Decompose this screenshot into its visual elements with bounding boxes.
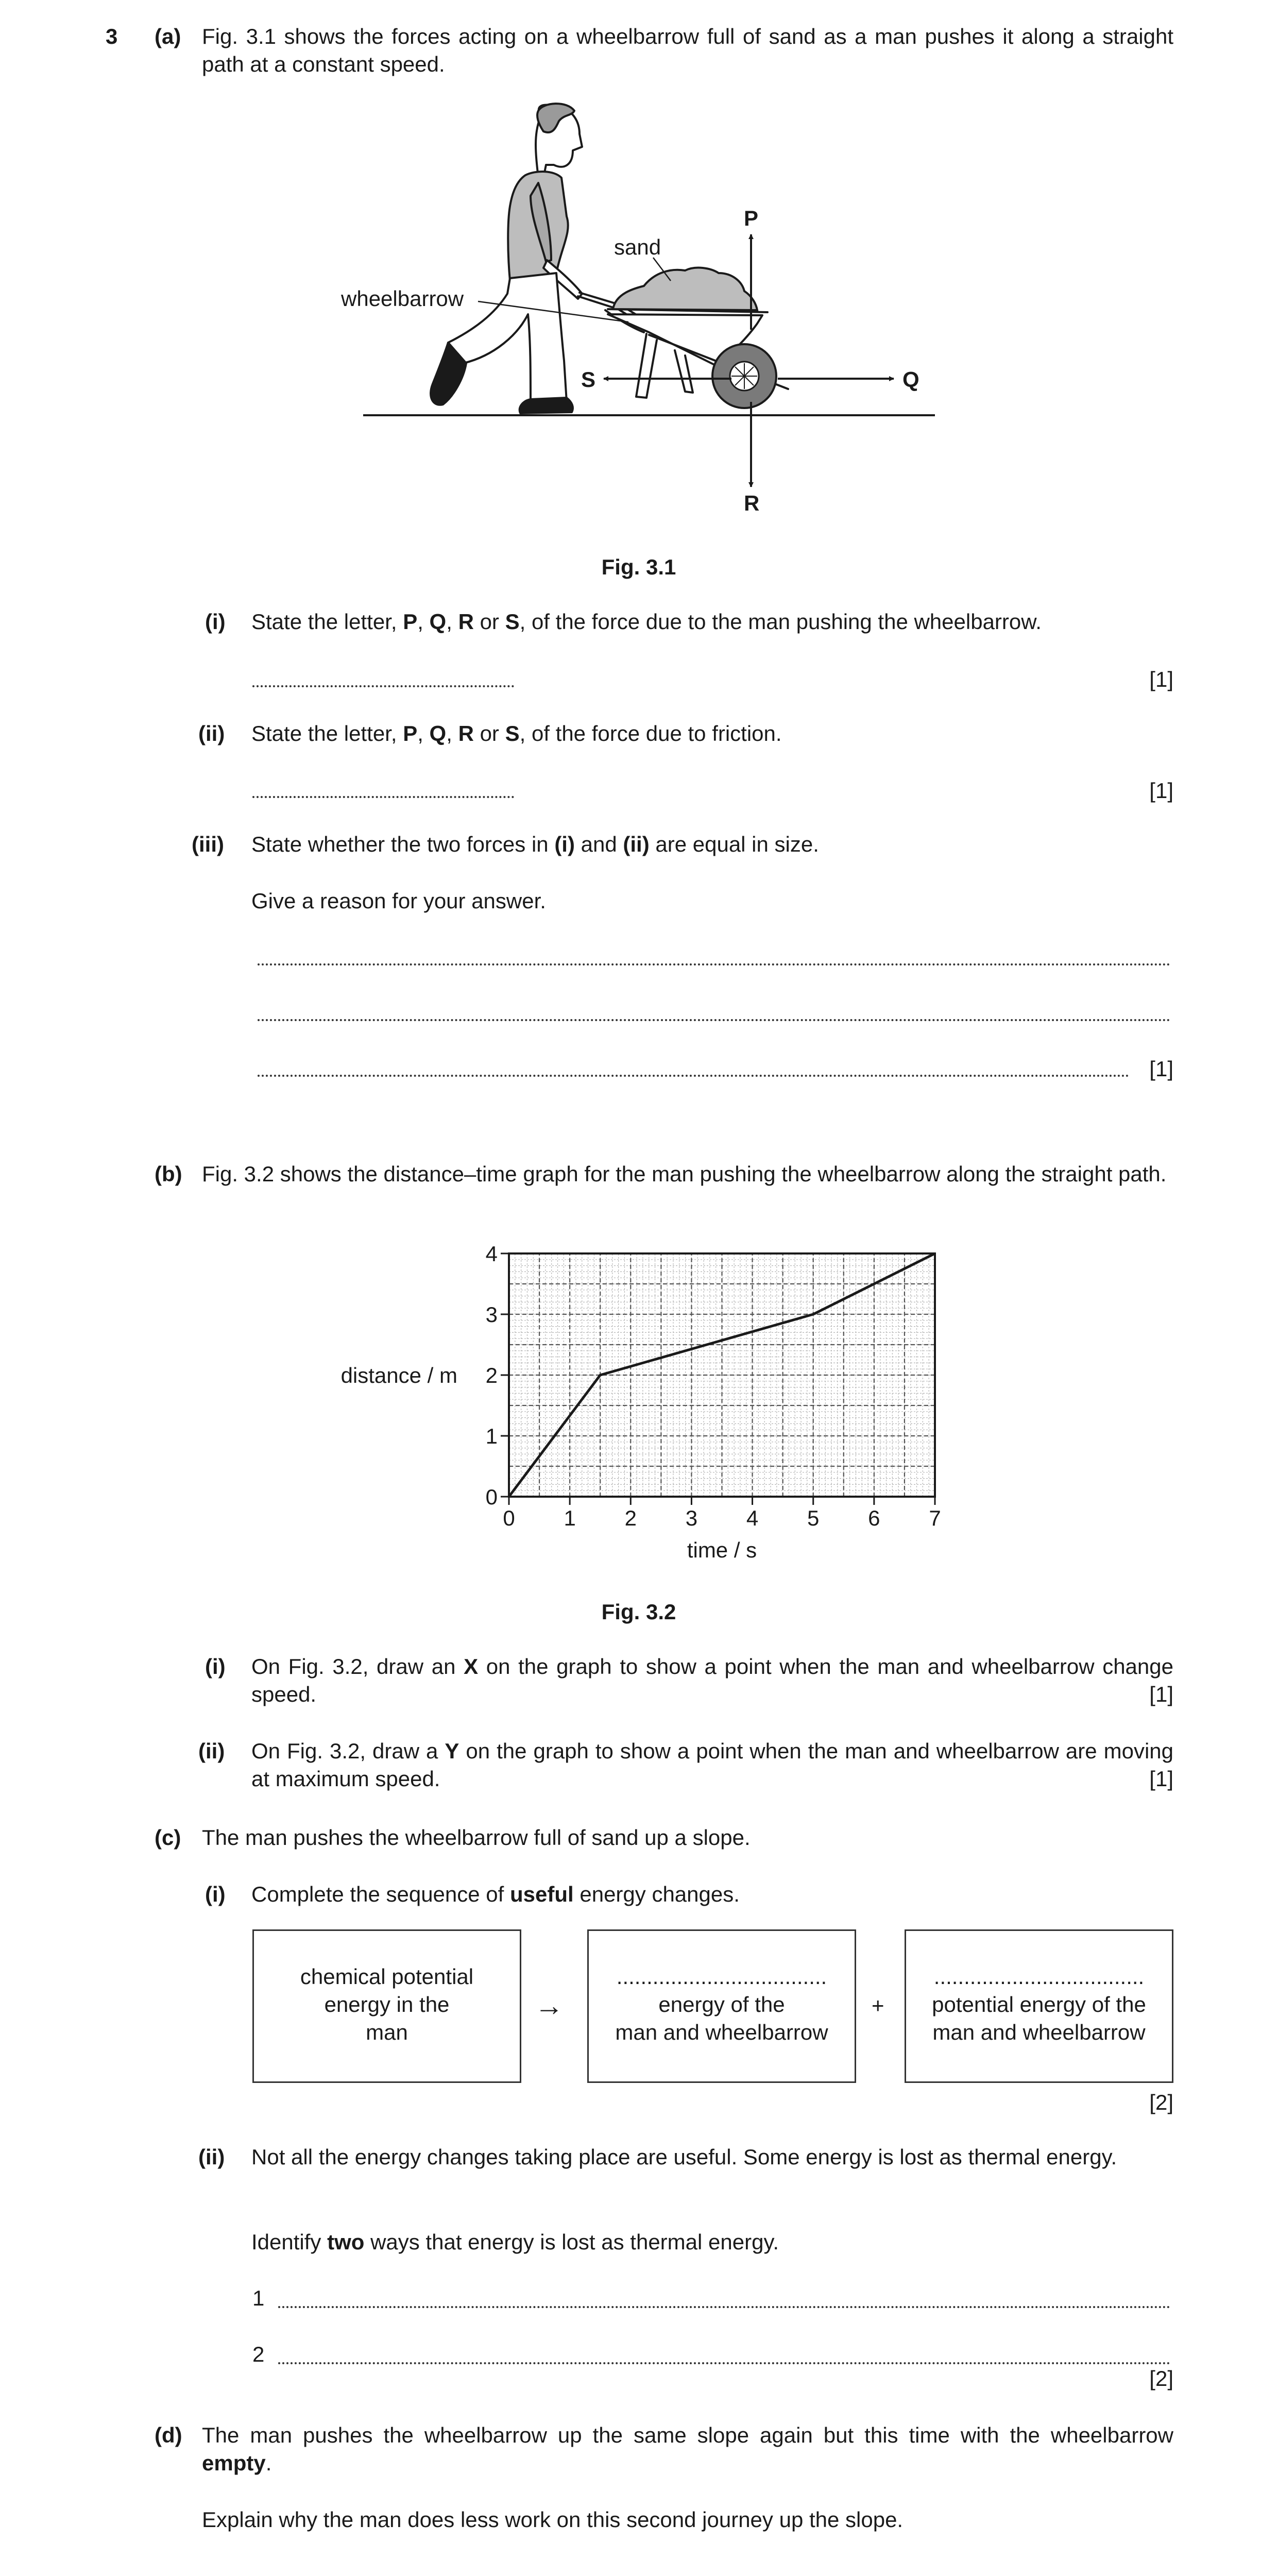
energy-box-kinetic-line3: man and wheelbarrow [615, 2020, 828, 2044]
label-S: S [581, 367, 596, 392]
part-c-stem: The man pushes the wheelbarrow full of sand up a slope. [202, 1825, 751, 1850]
answer-number-2: 2 [252, 2342, 265, 2366]
mark-a-iii: [1] [1149, 1057, 1173, 1081]
mark-c-i: [2] [1149, 2090, 1173, 2114]
part-c-ii-label: (ii) [198, 2145, 225, 2169]
part-d-text: The man pushes the wheelbarrow up the same slope again but this time with the wheelbarrow empty. [202, 2423, 1173, 2475]
answer-number-1: 1 [252, 2286, 265, 2310]
part-a-ii-text: State the letter, P, Q, R or S, of the force due to friction. [251, 721, 782, 745]
answer-line-a-iii-1[interactable] [258, 963, 1170, 965]
part-c-ii-instruction: Identify two ways that energy is lost as thermal energy. [251, 2230, 779, 2254]
question-number: 3 [106, 24, 118, 48]
x-tick-label: 6 [868, 1506, 880, 1530]
fig-3-1-caption: Fig. 3.1 [601, 555, 676, 579]
part-c-label: (c) [155, 1825, 181, 1850]
label-wheelbarrow: wheelbarrow [341, 286, 464, 311]
energy-box-chemical-line1: chemical potential [300, 1964, 474, 1989]
energy-box-chemical [252, 1929, 521, 2083]
y-axis-label: distance / m [340, 1363, 457, 1387]
label-Q: Q [902, 367, 919, 392]
mark-a-ii: [1] [1149, 778, 1173, 803]
energy-box-potential [905, 1929, 1173, 2083]
part-a-iii-text: State whether the two forces in (i) and (ii) are equal in size. [251, 832, 819, 856]
energy-box-kinetic-line2: energy of the [658, 1992, 785, 2016]
y-tick-label: 1 [485, 1424, 498, 1448]
energy-box-chemical-line3: man [366, 2020, 408, 2044]
answer-line-a-ii[interactable] [252, 796, 514, 798]
y-tick-label: 3 [485, 1302, 498, 1327]
part-a-iii-sub: Give a reason for your answer. [251, 889, 546, 913]
x-tick-label: 4 [746, 1506, 759, 1530]
mark-c-ii: [2] [1149, 2366, 1173, 2391]
man-figure [431, 104, 582, 413]
x-tick-label: 7 [929, 1506, 941, 1530]
part-a-stem: Fig. 3.1 shows the forces acting on a wheelbarrow full of sand as a man pushes it along a straight path at a constant speed. [202, 24, 1173, 76]
y-tick-label: 4 [485, 1242, 498, 1266]
energy-box-potential-line2: potential energy of the [932, 1992, 1146, 2016]
x-tick-label: 1 [564, 1506, 576, 1530]
part-c-i-text: Complete the sequence of useful energy changes. [251, 1882, 740, 1906]
energy-plus: + [872, 1993, 884, 2018]
x-axis-label: time / s [687, 1538, 757, 1562]
part-b-ii-label: (ii) [198, 1739, 225, 1763]
answer-line-a-iii-2[interactable] [258, 1019, 1170, 1021]
part-b-i-text: On Fig. 3.2, draw an X on the graph to show a point when the man and wheelbarrow change speed. [251, 1654, 1173, 1706]
part-a-i-label: (i) [205, 609, 226, 634]
answer-line-a-iii-3[interactable] [258, 1075, 1129, 1077]
wheel [712, 344, 776, 408]
part-a-i-text: State the letter, P, Q, R or S, of the force due to the man pushing the wheelbarrow. [251, 609, 1042, 634]
fig-3-2-caption: Fig. 3.2 [601, 1600, 676, 1624]
answer-line-c-ii-2[interactable] [278, 2362, 1170, 2364]
part-b-i-label: (i) [205, 1654, 226, 1679]
part-b-label: (b) [155, 1162, 182, 1186]
x-tick-label: 0 [503, 1506, 515, 1530]
y-tick-label: 0 [485, 1485, 498, 1509]
energy-box-kinetic [587, 1929, 856, 2083]
x-tick-label: 2 [624, 1506, 637, 1530]
part-d-sub: Explain why the man does less work on this second journey up the slope. [202, 2507, 904, 2532]
part-d-label: (d) [155, 2423, 182, 2447]
x-tick-label: 3 [685, 1506, 698, 1530]
part-b-ii-text: On Fig. 3.2, draw a Y on the graph to show a point when the man and wheelbarrow are moving at maximum speed. [251, 1739, 1173, 1791]
energy-box-potential-line3: man and wheelbarrow [932, 2020, 1146, 2044]
mark-b-i: [1] [1149, 1682, 1173, 1706]
sand-pile [613, 268, 757, 310]
energy-arrow: → [535, 1989, 564, 2022]
mark-a-i: [1] [1149, 667, 1173, 691]
x-tick-label: 5 [807, 1506, 820, 1530]
energy-box-chemical-line2: energy in the [324, 1992, 450, 2016]
part-a-label: (a) [155, 24, 181, 48]
answer-line-c-ii-1[interactable] [278, 2306, 1170, 2308]
wheelbarrow-force-diagram [0, 0, 1278, 546]
part-c-ii-text: Not all the energy changes taking place are useful. Some energy is lost as thermal energy. [251, 2145, 1117, 2169]
label-P: P [744, 206, 759, 230]
distance-time-graph [0, 1226, 1278, 1577]
part-b-stem: Fig. 3.2 shows the distance–time graph for the man pushing the wheelbarrow along the straight path. [202, 1162, 1167, 1186]
answer-line-a-i[interactable] [252, 685, 514, 687]
part-c-i-label: (i) [205, 1882, 226, 1906]
mark-b-ii: [1] [1149, 1767, 1173, 1791]
y-tick-label: 2 [485, 1363, 498, 1387]
energy-box-kinetic-blank[interactable]: ................................... [616, 1964, 827, 1989]
label-R: R [744, 491, 760, 515]
part-a-iii-label: (iii) [192, 832, 224, 856]
energy-box-potential-blank[interactable]: ................................... [933, 1964, 1145, 1989]
part-a-ii-label: (ii) [198, 721, 225, 745]
label-sand: sand [614, 235, 661, 259]
